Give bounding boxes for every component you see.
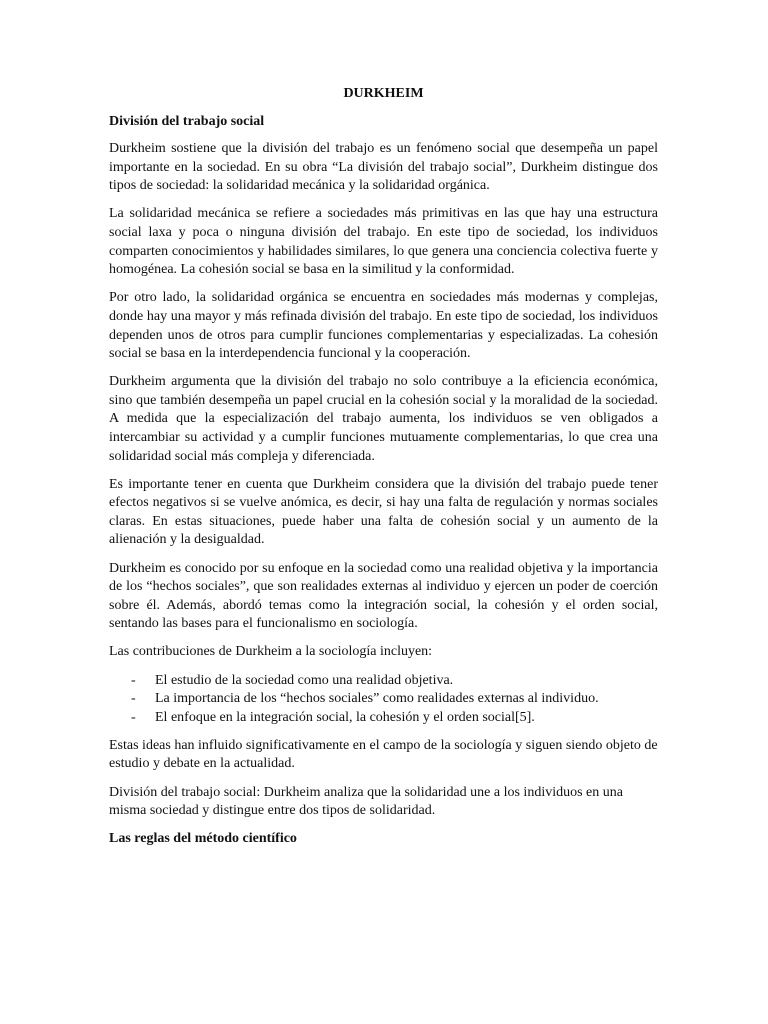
document-title: DURKHEIM — [343, 86, 424, 101]
document-body — [109, 85, 658, 858]
paragraph-6: Durkheim es conocido por su enfoque en la sociedad como una realidad objetiva y la importancia de los “hechos sociales”, que son realidades externas al individuo y ejercen un poder de coerción sobre él. Además, abordó temas como la integración social, la cohesión y el orden social, sentando las bases para el funcionalismo en sociología. — [109, 560, 658, 632]
section-heading-division: División del trabajo social — [109, 113, 265, 129]
list-bullet: - — [131, 691, 136, 707]
list-item-text: El estudio de la sociedad como una realidad objetiva. — [155, 672, 454, 688]
list-item — [109, 709, 658, 728]
section-heading-method: Las reglas del método científico — [109, 831, 297, 847]
list-bullet: - — [131, 672, 136, 688]
contributions-list — [109, 672, 658, 728]
paragraph-3: Por otro lado, la solidaridad orgánica se encuentra en sociedades más modernas y complejas, donde hay una mayor y más refinada división del trabajo. En este tipo de sociedad, los individuos dependen unos de otros para cumplir funciones complementarias y especializadas. La cohesión social se basa en la interdependencia funcional y la cooperación. — [109, 290, 658, 362]
paragraph-1: Durkheim sostiene que la división del trabajo es un fenómeno social que desempeña un papel importante en la sociedad. En su obra “La división del trabajo social”, Durkheim distingue dos tipos de sociedad: la solidaridad mecánica y la solidaridad orgánica. — [109, 141, 658, 194]
list-item-text: La importancia de los “hechos sociales” como realidades externas al individuo. — [155, 691, 599, 707]
paragraph-8: Estas ideas han influido significativamente en el campo de la sociología y siguen siendo objeto de estudio y debate en la actualidad. — [109, 737, 658, 772]
paragraph-5: Es importante tener en cuenta que Durkheim considera que la división del trabajo puede tener efectos negativos si se vuelve anómica, es decir, si hay una falta de regulación y normas sociales claras. En estas situaciones, puede haber una falta de cohesión social y un aumento de la alienación y la desigualdad. — [109, 476, 658, 548]
list-item-text: El enfoque en la integración social, la cohesión y el orden social[5]. — [155, 709, 535, 725]
paragraph-4: Durkheim argumenta que la división del trabajo no solo contribuye a la eficiencia económica, sino que también desempeña un papel crucial en la cohesión social y la moralidad de la sociedad. A medida que la especialización del trabajo aumenta, los individuos se ven obligados a intercambiar su actividad y a cumplir funciones mutuamente complementarias, lo que crea una solidaridad social más compleja y diferenciada. — [109, 374, 658, 464]
list-bullet: - — [131, 709, 136, 725]
paragraph-7: Las contribuciones de Durkheim a la sociología incluyen: — [109, 644, 433, 660]
list-item — [109, 672, 658, 691]
paragraph-9: División del trabajo social: Durkheim analiza que la solidaridad une a los individuos en una misma sociedad y distingue entre dos tipos de solidaridad. — [109, 784, 623, 819]
list-item — [109, 690, 658, 709]
paragraph-2: La solidaridad mecánica se refiere a sociedades más primitivas en las que hay una estructura social laxa y poca o ninguna división del trabajo. En este tipo de sociedad, los individuos comparten conocimientos y habilidades similares, lo que genera una conciencia colectiva fuerte y homogénea. La cohesión social se basa en la similitud y la conformidad. — [109, 206, 658, 278]
